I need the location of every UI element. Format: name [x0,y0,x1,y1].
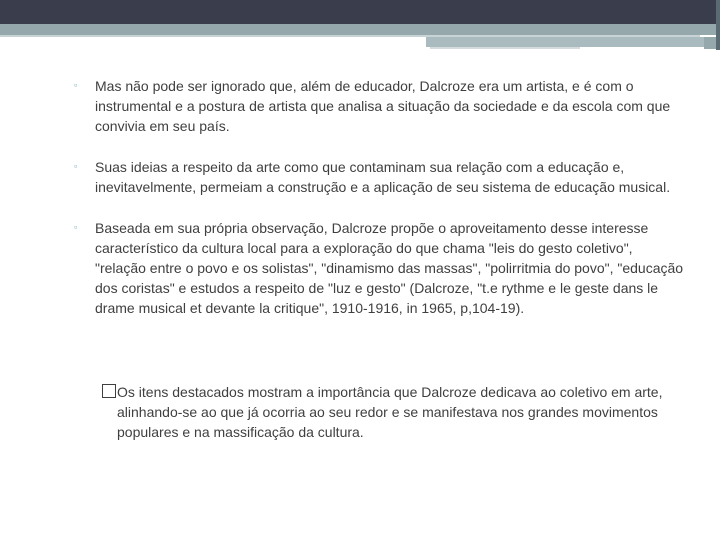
box-bullet-icon [102,384,116,398]
bullet-text: Mas não pode ser ignorado que, além de educador, Dalcroze era um artista, e é com o instrumental e a postura de artista que analisa a situação da sociedade e da escola com que convivia em seu país. [95,78,671,134]
slide-body [74,76,684,339]
square-bullet-icon: ▫ [74,222,78,232]
header-right-edge [716,0,720,50]
bullet-item [74,76,684,136]
sub-bullet-text: Os itens destacados mostram a importância que Dalcroze dedicava ao coletivo em arte, alinhando-se ao que já ocorria ao seu redor e se manifestava nos grandes movimentos populares e na massificação da cultura. [117,384,663,440]
slide-header-bar [0,0,720,24]
square-bullet-icon: ▫ [74,80,78,90]
bullet-text: Baseada em sua própria observação, Dalcroze propõe o aproveitamento desse interesse característico da cultura local para a exploração do que chama "leis do gesto coletivo", "relação entre o povo e os solistas", "dinamismo das massas", "polirritmia do povo", "educação dos coristas" e estudos a respeito de "luz e gesto" (Dalcroze, "t.e rythme e le geste dans le drame musical et devante la critique", 1910-1916, in 1965, p,104-19). [95,220,684,316]
sub-bullet-item [102,382,692,442]
bullet-item [74,218,684,318]
header-accent-block [426,37,720,47]
slide-header-band [0,24,720,35]
square-bullet-icon: ▫ [74,161,78,171]
bullet-item [74,157,684,197]
bullet-text: Suas ideias a respeito da arte como que contaminam sua relação com a educação e, inevitavelmente, permeiam a construção e a aplicação de seu sistema de educação musical. [95,159,671,195]
header-accent-strip [430,47,580,49]
